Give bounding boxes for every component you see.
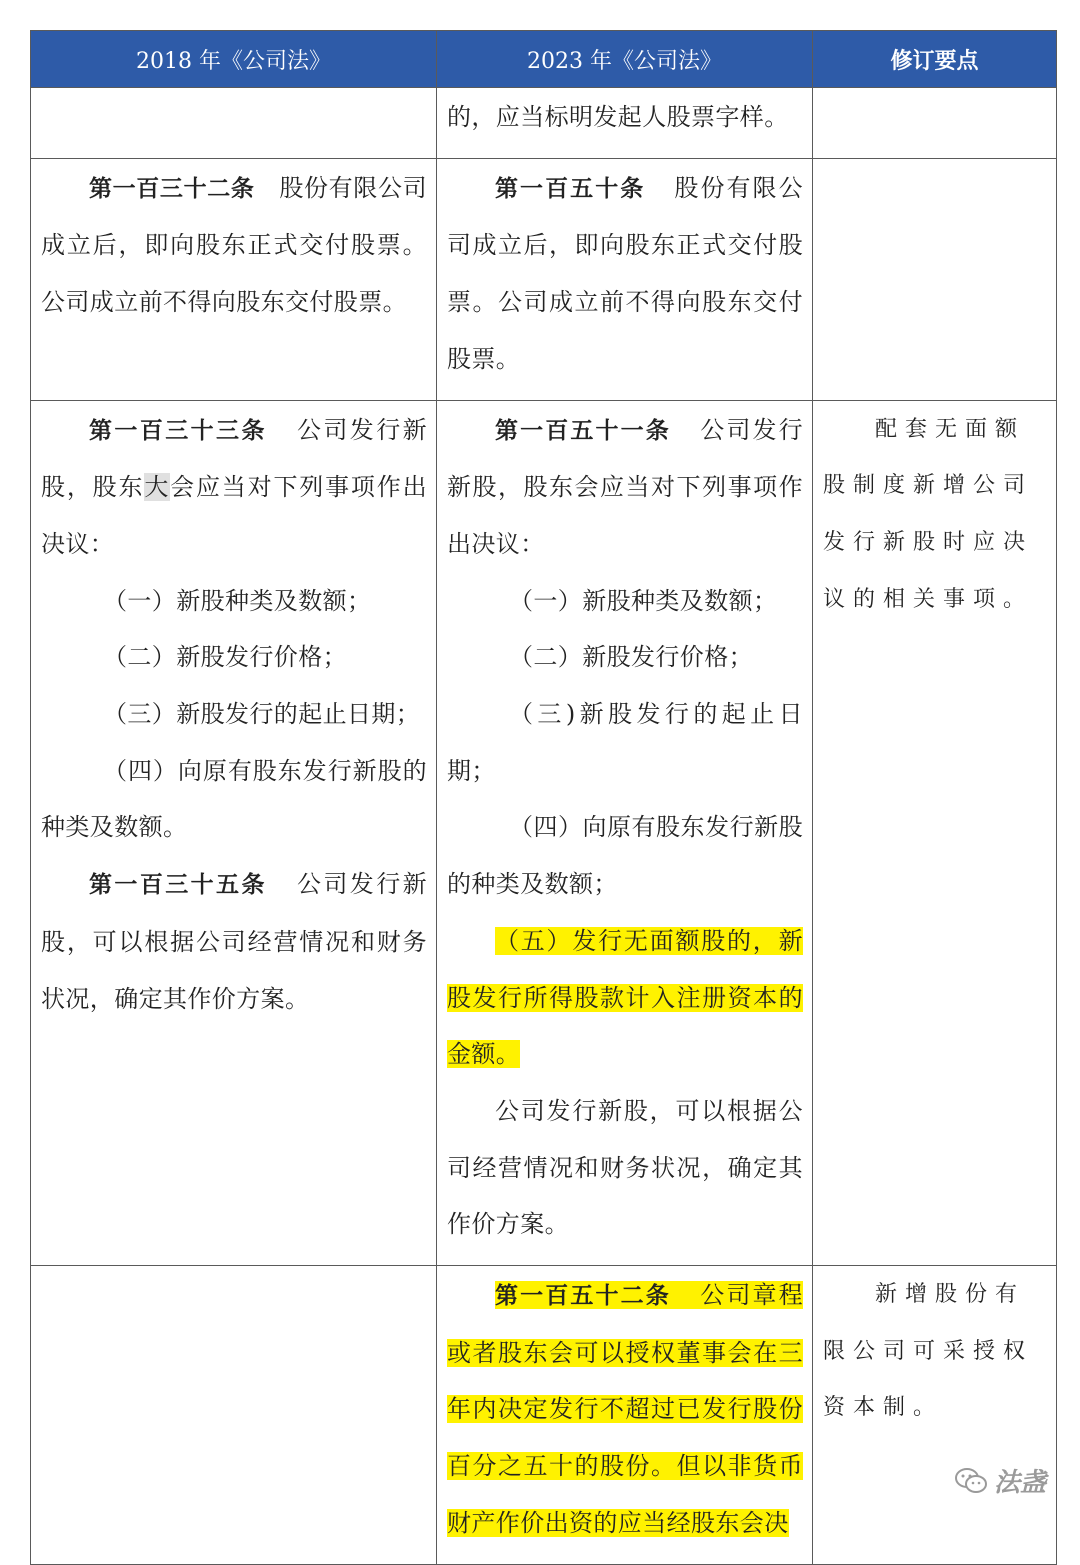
new-cell bbox=[437, 158, 813, 400]
article-title: 第一百三十三条 bbox=[89, 417, 267, 444]
list-item: （一）新股种类及数额； bbox=[509, 586, 778, 615]
new-item-highlighted: （五）发行无面额股的，新股发行所得股款计入注册资本的金额。 bbox=[447, 926, 803, 1069]
list-item: （二）新股发行价格； bbox=[103, 643, 347, 672]
article-title: 第一百三十五条 bbox=[89, 872, 267, 899]
watermark-text: 法盏 bbox=[993, 1468, 1046, 1498]
new-cell bbox=[437, 1266, 813, 1565]
new-cell bbox=[437, 400, 813, 1266]
new-paragraph: 公司发行新股，可以根据公司经营情况和财务状况，确定其作价方案。 bbox=[447, 1096, 803, 1239]
header-revision-points: 修订要点 bbox=[813, 31, 1057, 88]
note-cell bbox=[813, 158, 1057, 400]
list-item: （四）向原有股东发行新股的种类及数额； bbox=[447, 813, 803, 899]
list-item: （三）新股发行的起止日期； bbox=[103, 700, 421, 729]
note-cell bbox=[813, 1266, 1057, 1565]
highlighted-char: 大 bbox=[144, 473, 171, 502]
article-title: 第一百五十一条 bbox=[495, 417, 671, 444]
article-title: 第一百五十二条 bbox=[495, 1283, 671, 1310]
new-text-continuation: 的，应当标明发起人股票字样。 bbox=[447, 103, 789, 131]
old-cell bbox=[31, 158, 437, 400]
new-cell bbox=[437, 88, 813, 159]
list-item: （三)新股发行的起止日期； bbox=[447, 700, 803, 785]
table-row bbox=[31, 1266, 1057, 1565]
article-title: 第一百五十条 bbox=[495, 175, 646, 202]
old-paragraph: 第一百三十五条 公司发行新股，可以根据公司经营情况和财务状况，确定其作价方案。 bbox=[41, 870, 427, 1013]
header-2018: 2018 年《公司法》 bbox=[31, 31, 437, 88]
old-cell bbox=[31, 400, 437, 1266]
old-paragraph bbox=[41, 160, 427, 331]
old-cell bbox=[31, 1266, 437, 1565]
article-text: 股份有限公司成立后，即向股东正式交付股票。公司成立前不得向股东交付股票。 bbox=[41, 173, 427, 317]
table-row bbox=[31, 400, 1057, 1266]
list-item: （二）新股发行价格； bbox=[509, 643, 753, 672]
header-2023: 2023 年《公司法》 bbox=[437, 31, 813, 88]
new-paragraph: 第一百五十一条 公司发行新股，股东会应当对下列事项作出决议： bbox=[447, 415, 803, 558]
wechat-icon bbox=[954, 1466, 988, 1496]
note-cell bbox=[813, 400, 1057, 1266]
new-paragraph bbox=[447, 160, 803, 388]
article-title: 第一百三十二条 bbox=[89, 175, 255, 202]
comparison-table bbox=[30, 30, 1057, 1565]
list-item: （四）向原有股东发行新股的种类及数额。 bbox=[41, 756, 427, 842]
table-row bbox=[31, 88, 1057, 159]
note-cell bbox=[813, 88, 1057, 159]
revision-note: 新增股份有限公司可采授权资本制。 bbox=[823, 1282, 1034, 1421]
table-row bbox=[31, 158, 1057, 400]
new-paragraph-highlighted: 第一百五十二条 公司章程或者股东会可以授权董事会在三年内决定发行不超过已发行股份百分之五十的股份。但以非货币财产作价出资的应当经股东会决 bbox=[447, 1281, 803, 1537]
table-header-row bbox=[31, 31, 1057, 88]
old-cell bbox=[31, 88, 437, 159]
revision-note: 配套无面额股制度新增公司发行新股时应决议的相关事项。 bbox=[823, 416, 1034, 612]
watermark bbox=[954, 1462, 1046, 1499]
old-paragraph: 第一百三十三条 公司发行新股，股东大会应当对下列事项作出决议： bbox=[41, 415, 427, 558]
article-text: 股份有限公司成立后，即向股东正式交付股票。公司成立前不得向股东交付股票。 bbox=[447, 173, 804, 373]
list-item: （一）新股种类及数额； bbox=[103, 586, 372, 615]
